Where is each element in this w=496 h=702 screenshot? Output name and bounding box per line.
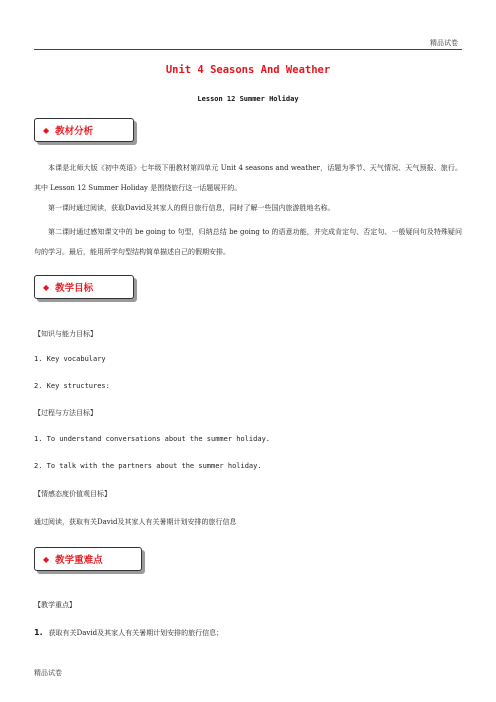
section-title: 教学重难点 xyxy=(55,555,103,566)
key-point-item xyxy=(34,628,223,638)
analysis-paragraph-1: 本课是北师大版《初中英语》七年级下册教材第四单元 Unit 4 seasons and weather，话题为季节、天气情况、天气预报、旅行。其中 Lesson 12 Summer Holiday 是围绕旅行这一话题展开的。 xyxy=(34,164,462,192)
analysis-paragraph-2: 第一课时通过阅读，获取David及其家人的假日旅行信息，同时了解一些国内旅游胜地名称。 xyxy=(48,204,335,212)
lesson-subtitle: Lesson 12 Summer Holiday xyxy=(197,95,299,103)
knowledge-heading: 【知识与能力目标】 xyxy=(34,330,97,338)
item-number: 1. xyxy=(34,628,43,637)
emotion-text: 通过阅读，获取有关David及其家人有关暑期计划安排的旅行信息 xyxy=(34,518,237,526)
section-header-key-points xyxy=(34,547,142,571)
diamond-bullet-icon: ◆ xyxy=(43,125,50,135)
header-divider xyxy=(34,49,462,50)
emotion-heading: 【情感态度价值观目标】 xyxy=(34,490,111,498)
key-points-heading: 【教学重点】 xyxy=(34,601,76,609)
knowledge-item: 2. Key structures: xyxy=(34,382,110,390)
diamond-bullet-icon: ◆ xyxy=(43,554,50,564)
section-title: 教材分析 xyxy=(55,126,94,137)
analysis-paragraph-3: 第二课时通过感知课文中的 be going to 句型，归纳总结 be going to 的语意功能，并完成肯定句、否定句、一般疑问句及特殊疑问句的学习。最后，能用所学句型结构简单描述自己的假期安排。 xyxy=(34,228,462,256)
document-title: Unit 4 Seasons And Weather xyxy=(165,64,331,76)
process-item: 2. To talk with the partners about the summer holiday. xyxy=(34,462,262,470)
diamond-bullet-icon: ◆ xyxy=(43,282,50,292)
knowledge-item: 1. Key vocabulary xyxy=(34,355,106,363)
header-label: 精品试卷 xyxy=(430,39,458,47)
process-heading: 【过程与方法目标】 xyxy=(34,409,97,417)
process-item: 1. To understand conversations about the summer holiday. xyxy=(34,435,271,443)
item-text: 获取有关David及其家人有关暑期计划安排的旅行信息； xyxy=(48,629,224,637)
section-title: 教学目标 xyxy=(55,283,94,294)
section-header-analysis xyxy=(34,118,134,142)
section-header-objectives xyxy=(34,275,134,299)
footer-label: 精品试卷 xyxy=(34,669,62,677)
